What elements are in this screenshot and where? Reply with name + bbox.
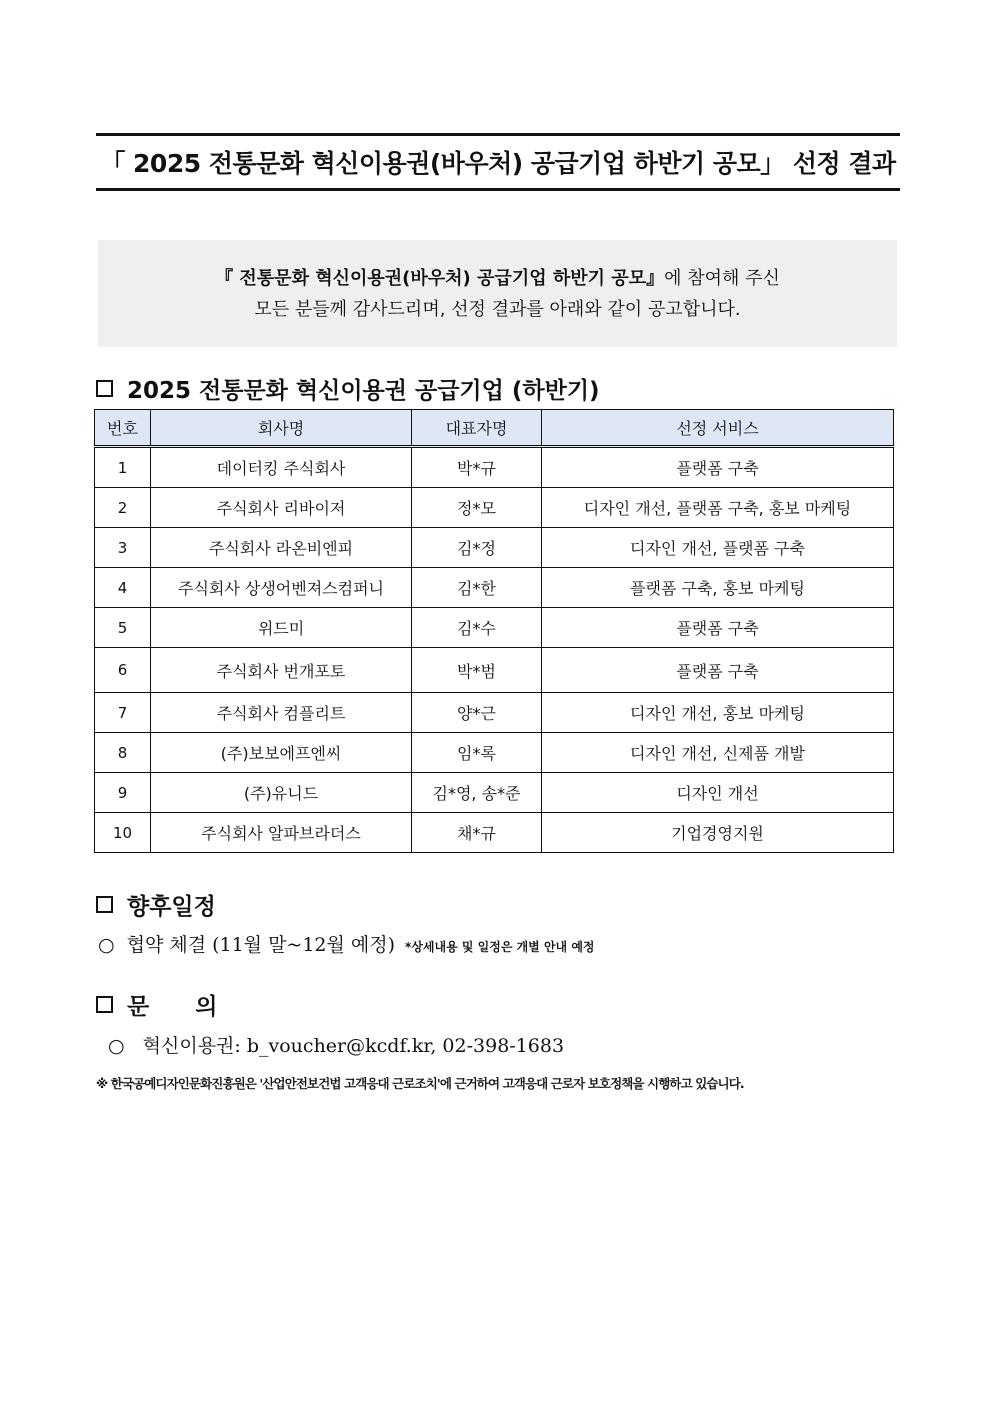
table-row <box>95 447 894 488</box>
cell-service: 디자인 개선, 신제품 개발 <box>542 733 894 773</box>
table-row <box>95 568 894 608</box>
cell-representative: 양*근 <box>412 693 542 733</box>
cell-company: 주식회사 컴플리트 <box>151 693 412 733</box>
cell-company: 위드미 <box>151 608 412 648</box>
schedule-text: 협약 체결 (11월 말~12월 예정) <box>126 934 396 956</box>
cell-company: 데이터킹 주식회사 <box>151 447 412 488</box>
schedule-item <box>98 930 595 957</box>
table-row <box>95 608 894 648</box>
cell-service: 디자인 개선, 플랫폼 구축, 홍보 마케팅 <box>542 488 894 528</box>
header-number: 번호 <box>95 410 151 447</box>
table-row <box>95 693 894 733</box>
cell-service: 플랫폼 구축 <box>542 648 894 693</box>
cell-representative: 김*정 <box>412 528 542 568</box>
schedule-heading-text: 향후일정 <box>127 894 216 920</box>
cell-service: 디자인 개선, 플랫폼 구축 <box>542 528 894 568</box>
intro-line-2: 모든 분들께 감사드리며, 선정 결과를 아래와 같이 공고합니다. <box>254 298 741 320</box>
cell-representative: 김*영, 송*준 <box>412 773 542 813</box>
cell-service: 디자인 개선 <box>542 773 894 813</box>
cell-service: 기업경영지원 <box>542 813 894 853</box>
cell-number: 6 <box>95 648 151 693</box>
cell-company: 주식회사 라온비엔피 <box>151 528 412 568</box>
cell-number: 8 <box>95 733 151 773</box>
schedule-section-heading <box>96 888 216 921</box>
intro-box <box>98 240 897 347</box>
table-header-row <box>95 410 894 447</box>
cell-company: 주식회사 알파브라더스 <box>151 813 412 853</box>
checkbox-icon <box>96 380 113 397</box>
contact-text: 혁신이용권: b_voucher@kcdf.kr, 02-398-1683 <box>142 1035 565 1057</box>
circle-bullet-icon: ○ <box>108 1035 125 1057</box>
contact-section-heading <box>96 988 217 1021</box>
cell-number: 2 <box>95 488 151 528</box>
cell-number: 9 <box>95 773 151 813</box>
table-row <box>95 773 894 813</box>
table-row <box>95 648 894 693</box>
cell-representative: 정*모 <box>412 488 542 528</box>
table-row <box>95 528 894 568</box>
intro-program-name: 『 전통문화 혁신이용권(바우처) 공급기업 하반기 공모』 <box>215 267 665 289</box>
page-title: 「 2025 전통문화 혁신이용권(바우처) 공급기업 하반기 공모」 선정 결과 <box>96 133 900 191</box>
cell-representative: 채*규 <box>412 813 542 853</box>
cell-representative: 김*수 <box>412 608 542 648</box>
contact-item <box>108 1031 564 1058</box>
cell-representative: 임*록 <box>412 733 542 773</box>
cell-service: 플랫폼 구축 <box>542 608 894 648</box>
cell-representative: 박*범 <box>412 648 542 693</box>
cell-representative: 박*규 <box>412 447 542 488</box>
schedule-note: *상세내용 및 일정은 개별 안내 예정 <box>405 940 595 954</box>
circle-bullet-icon: ○ <box>98 934 115 956</box>
checkbox-icon <box>96 896 113 913</box>
cell-number: 7 <box>95 693 151 733</box>
cell-representative: 김*한 <box>412 568 542 608</box>
header-service: 선정 서비스 <box>542 410 894 447</box>
table-row <box>95 733 894 773</box>
contact-heading-text: 문 의 <box>127 994 218 1020</box>
cell-number: 4 <box>95 568 151 608</box>
cell-service: 플랫폼 구축, 홍보 마케팅 <box>542 568 894 608</box>
results-heading-text: 2025 전통문화 혁신이용권 공급기업 (하반기) <box>127 378 600 404</box>
intro-line-1 <box>215 263 780 294</box>
cell-number: 1 <box>95 447 151 488</box>
cell-number: 10 <box>95 813 151 853</box>
cell-company: 주식회사 리바이저 <box>151 488 412 528</box>
footer-note: ※ 한국공예디자인문화진흥원은 '산업안전보건법 고객응대 근로조치'에 근거하여 고객응대 근로자 보호정책을 시행하고 있습니다. <box>96 1076 744 1091</box>
header-representative: 대표자명 <box>412 410 542 447</box>
results-table <box>94 409 894 853</box>
checkbox-icon <box>96 996 113 1013</box>
cell-service: 디자인 개선, 홍보 마케팅 <box>542 693 894 733</box>
intro-line-1-rest: 에 참여해 주신 <box>664 267 780 289</box>
table-row <box>95 813 894 853</box>
cell-service: 플랫폼 구축 <box>542 447 894 488</box>
table-row <box>95 488 894 528</box>
cell-number: 3 <box>95 528 151 568</box>
header-company: 회사명 <box>151 410 412 447</box>
cell-company: 주식회사 상생어벤져스컴퍼니 <box>151 568 412 608</box>
cell-number: 5 <box>95 608 151 648</box>
cell-company: 주식회사 번개포토 <box>151 648 412 693</box>
results-section-heading <box>96 372 600 405</box>
cell-company: (주)보보에프엔씨 <box>151 733 412 773</box>
cell-company: (주)유니드 <box>151 773 412 813</box>
